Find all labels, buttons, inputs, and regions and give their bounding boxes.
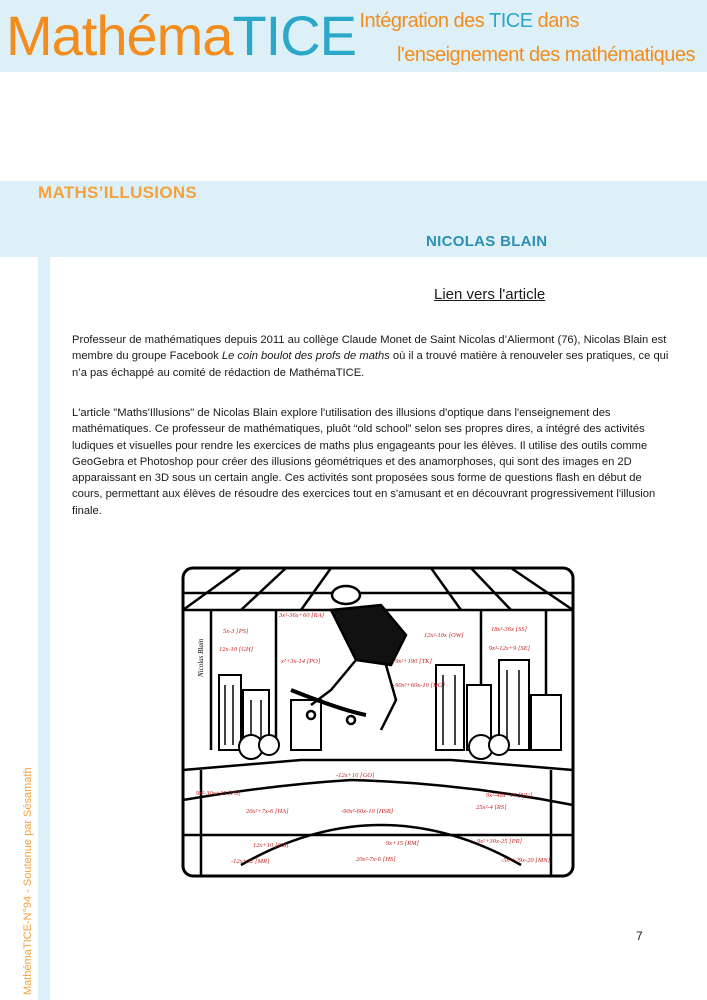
eq-label: 12x-10 [GH] bbox=[219, 646, 254, 653]
eq-label: -90x²+60x-10 [HG] bbox=[393, 682, 446, 689]
tagline-line-1: Intégration des TICE dans bbox=[359, 10, 579, 32]
eq-label: 12x+10 [GB] bbox=[253, 842, 289, 849]
eq-label: -90x²-60x-10 [HSB] bbox=[341, 808, 394, 815]
eq-label: -5x²+29x-20 [MN] bbox=[501, 857, 551, 864]
eq-label: 18x²-36x [SS] bbox=[491, 626, 528, 633]
section-title: MATHS’ILLUSIONS bbox=[38, 183, 198, 202]
eq-label: 9x²-30x+25 [PS] bbox=[196, 790, 241, 797]
header-banner bbox=[0, 0, 707, 72]
eq-label: -9x²+190 [TK] bbox=[393, 658, 433, 665]
paragraph-summary: L'article "Maths'Illusions" de Nicolas Blain explore l'utilisation des illusions d'optique dans l'enseignement des mathématiques. Ce professeur de mathématiques, pluôt “old school” selon ses propres dires, a intégré des activités ludiques et visuelles pour rendre les exercices de maths plus engageants pour les élèves. Il utilise des outils comme GeoGebra et Photoshop pour créer des illusions géométriques et des anamorphoses, qui sont des images en 2D apparaissant en 3D sous un certain angle. Ces activités sont proposées sous forme de questions flash en début de cours, permettant aux élèves de résoudre des exercices tout en s'amusant et en découvrant progressivement l'illusion finale. bbox=[72, 407, 656, 517]
logo: MathémaTICE bbox=[6, 4, 356, 67]
eq-label: 20x²-7x-6 [HS] bbox=[356, 856, 396, 863]
author-name: NICOLAS BLAIN bbox=[426, 233, 548, 250]
eq-label: x²+3x-14 [PO] bbox=[281, 658, 321, 665]
eq-label: 20x²+7x-6 [HA] bbox=[246, 808, 289, 815]
eq-label: 9x+15 [RM] bbox=[386, 840, 420, 847]
eq-label: 3x²-36x+60 [RA] bbox=[279, 612, 325, 619]
sidebar-caption: MathémaTICE-N°94 - Soutenue par Sésamath bbox=[22, 767, 34, 995]
tagline-line-2: l'enseignement des mathématiques bbox=[396, 44, 695, 66]
paragraph-intro: Professeur de mathématiques depuis 2011 au collège Claude Monet de Saint Nicolas d’Aliermont (76), Nicolas Blain est membre du groupe Facebook Le coin boulot des profs de maths où il a trouvé matière à renouveler ses pratiques, ce qui n’a pas échappé au comité de rédaction de MathémaTICE. bbox=[72, 334, 669, 379]
eq-label: -12x+32 [MR] bbox=[231, 858, 270, 865]
article-link[interactable]: Lien vers l'article bbox=[434, 286, 546, 303]
eq-label: 12x²-10x [OW] bbox=[424, 632, 464, 639]
page-number: 7 bbox=[636, 929, 643, 943]
eq-label: 9x²+30x-25 [PR] bbox=[477, 838, 523, 845]
eq-label: -12x+10 [GO] bbox=[336, 772, 375, 779]
eq-label: 9x²-12x+9 [SE] bbox=[489, 645, 531, 652]
skatepark-illusion-figure bbox=[181, 565, 575, 879]
figure-signature: Nicolas Blain bbox=[197, 638, 205, 677]
eq-label: 5x-3 [PS] bbox=[223, 628, 249, 635]
sidebar-stripe bbox=[38, 257, 50, 1000]
eq-label: 9x²-48x+16 [NU] bbox=[486, 792, 533, 799]
eq-label: 25x²-4 [RS] bbox=[476, 804, 507, 811]
